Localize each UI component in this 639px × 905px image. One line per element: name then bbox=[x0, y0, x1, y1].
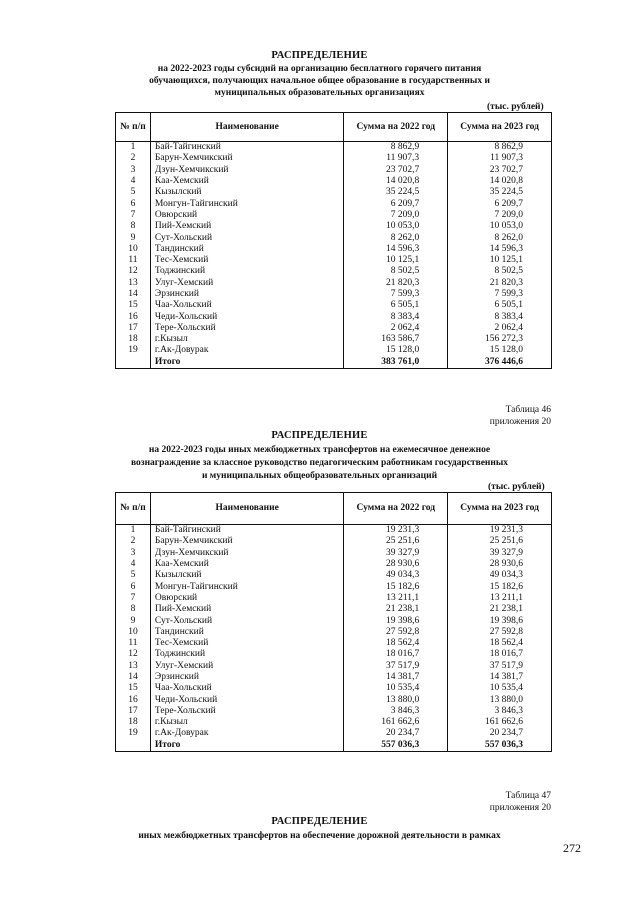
table-row bbox=[116, 570, 552, 581]
row-sum-2022: 10 535,4 bbox=[344, 683, 448, 694]
row-name: Тандинский bbox=[150, 627, 343, 638]
row-sum-2022: 28 930,6 bbox=[344, 559, 448, 570]
row-sum-2022: 6 209,7 bbox=[344, 198, 448, 209]
row-sum-2022: 20 234,7 bbox=[344, 728, 448, 739]
row-number: 1 bbox=[116, 525, 151, 537]
table46-title: РАСПРЕДЕЛЕНИЕ bbox=[271, 430, 368, 441]
row-name: Чаа-Хольский bbox=[150, 683, 343, 694]
row-sum-2023: 15 182,6 bbox=[448, 581, 552, 592]
table46 bbox=[115, 492, 552, 752]
table46-label: Таблица 46 bbox=[505, 405, 551, 415]
row-name: Овюрский bbox=[150, 210, 343, 221]
row-name: Чеди-Хольский bbox=[150, 311, 343, 322]
table-row bbox=[116, 221, 552, 232]
table45-subtitle-2: обучающихся, получающих начальное общее образование в государственных и bbox=[149, 76, 490, 86]
row-sum-2022: 8 262,0 bbox=[344, 232, 448, 243]
row-number: 14 bbox=[116, 672, 151, 683]
row-sum-2022: 6 505,1 bbox=[344, 300, 448, 311]
table-row bbox=[116, 278, 552, 289]
row-sum-2023: 27 592,8 bbox=[448, 627, 552, 638]
col-header-name: Наименование bbox=[150, 113, 343, 142]
row-sum-2023: 28 930,6 bbox=[448, 559, 552, 570]
row-name: г.Ак-Довурак bbox=[150, 728, 343, 739]
row-number: 17 bbox=[116, 323, 151, 334]
table46-subtitle-2: вознаграждение за классное руководство педагогическим работникам государственных bbox=[130, 458, 509, 468]
row-sum-2022: 7 599,3 bbox=[344, 289, 448, 300]
row-sum-2023: 557 036,3 bbox=[448, 740, 552, 752]
table45-subtitle-1: на 2022-2023 годы субсидий на организацию бесплатного горячего питания bbox=[157, 64, 482, 74]
table-row bbox=[116, 694, 552, 705]
table-row bbox=[116, 165, 552, 176]
row-number: 10 bbox=[116, 627, 151, 638]
table-row bbox=[116, 345, 552, 356]
row-sum-2022: 161 662,6 bbox=[344, 717, 448, 728]
table-row bbox=[116, 672, 552, 683]
row-name: Кызылский bbox=[150, 570, 343, 581]
row-sum-2023: 19 231,3 bbox=[448, 525, 552, 537]
row-sum-2022: 8 862,9 bbox=[344, 142, 448, 154]
row-name: г.Кызыл bbox=[150, 334, 343, 345]
row-sum-2023: 21 820,3 bbox=[448, 278, 552, 289]
row-number: 11 bbox=[116, 255, 151, 266]
row-name: Тоджинский bbox=[150, 649, 343, 660]
row-number bbox=[116, 357, 151, 369]
row-name: Чаа-Хольский bbox=[150, 300, 343, 311]
row-name: Бай-Тайгинский bbox=[150, 142, 343, 154]
row-sum-2023: 25 251,6 bbox=[448, 536, 552, 547]
row-sum-2023: 7 599,3 bbox=[448, 289, 552, 300]
table45 bbox=[115, 112, 552, 369]
row-name: Тес-Хемский bbox=[150, 255, 343, 266]
row-sum-2022: 13 211,1 bbox=[344, 593, 448, 604]
row-sum-2022: 14 381,7 bbox=[344, 672, 448, 683]
row-sum-2022: 27 592,8 bbox=[344, 627, 448, 638]
row-number: 4 bbox=[116, 176, 151, 187]
table47-subtitle-1: иных межбюджетных трансфертов на обеспечение дорожной деятельности в рамках bbox=[138, 831, 501, 841]
table-row bbox=[116, 323, 552, 334]
table-row bbox=[116, 661, 552, 672]
row-sum-2022: 15 128,0 bbox=[344, 345, 448, 356]
col-header-2022: Сумма на 2022 год bbox=[344, 113, 448, 142]
row-sum-2022: 15 182,6 bbox=[344, 581, 448, 592]
row-name: Пий-Хемский bbox=[150, 221, 343, 232]
col-header-num: № п/п bbox=[116, 493, 151, 525]
row-sum-2022: 8 383,4 bbox=[344, 311, 448, 322]
row-name: Монгун-Тайгинский bbox=[150, 198, 343, 209]
row-name: Барун-Хемчикский bbox=[150, 536, 343, 547]
table-row bbox=[116, 142, 552, 154]
table-row bbox=[116, 210, 552, 221]
row-sum-2023: 10 535,4 bbox=[448, 683, 552, 694]
row-sum-2022: 19 231,3 bbox=[344, 525, 448, 537]
table46-unit: (тыс. рублей) bbox=[488, 482, 545, 492]
table-row bbox=[116, 266, 552, 277]
row-sum-2023: 10 125,1 bbox=[448, 255, 552, 266]
row-sum-2022: 383 761,0 bbox=[344, 357, 448, 369]
table-row bbox=[116, 232, 552, 243]
row-number: 5 bbox=[116, 570, 151, 581]
row-sum-2022: 39 327,9 bbox=[344, 548, 448, 559]
row-sum-2022: 11 907,3 bbox=[344, 153, 448, 164]
table45-unit: (тыс. рублей) bbox=[487, 102, 544, 112]
table47-label: Таблица 47 bbox=[505, 791, 551, 801]
row-name: Эрзинский bbox=[150, 672, 343, 683]
row-number: 2 bbox=[116, 153, 151, 164]
row-number: 8 bbox=[116, 221, 151, 232]
row-number: 14 bbox=[116, 289, 151, 300]
table-row bbox=[116, 581, 552, 592]
row-name: Кызылский bbox=[150, 187, 343, 198]
row-number: 2 bbox=[116, 536, 151, 547]
row-number: 12 bbox=[116, 649, 151, 660]
row-number: 1 bbox=[116, 142, 151, 154]
row-name: Чеди-Хольский bbox=[150, 694, 343, 705]
row-sum-2022: 10 125,1 bbox=[344, 255, 448, 266]
row-sum-2023: 39 327,9 bbox=[448, 548, 552, 559]
row-sum-2022: 35 224,5 bbox=[344, 187, 448, 198]
row-number: 19 bbox=[116, 345, 151, 356]
row-number: 18 bbox=[116, 717, 151, 728]
row-name: Тес-Хемский bbox=[150, 638, 343, 649]
col-header-num: № п/п bbox=[116, 113, 151, 142]
row-number: 9 bbox=[116, 232, 151, 243]
table-row bbox=[116, 289, 552, 300]
row-sum-2022: 10 053,0 bbox=[344, 221, 448, 232]
row-name: Сут-Хольский bbox=[150, 615, 343, 626]
row-number: 16 bbox=[116, 694, 151, 705]
total-row bbox=[116, 740, 552, 752]
row-sum-2023: 8 383,4 bbox=[448, 311, 552, 322]
row-sum-2022: 37 517,9 bbox=[344, 661, 448, 672]
row-sum-2023: 2 062,4 bbox=[448, 323, 552, 334]
row-name: Итого bbox=[150, 740, 343, 752]
col-header-2022: Сумма на 2022 год bbox=[344, 493, 448, 525]
row-name: Тандинский bbox=[150, 244, 343, 255]
table46-appendix: приложения 20 bbox=[489, 417, 551, 427]
row-sum-2023: 14 596,3 bbox=[448, 244, 552, 255]
row-number: 8 bbox=[116, 604, 151, 615]
row-number: 3 bbox=[116, 548, 151, 559]
table-row bbox=[116, 627, 552, 638]
table-row bbox=[116, 525, 552, 537]
row-sum-2023: 11 907,3 bbox=[448, 153, 552, 164]
row-name: Барун-Хемчикский bbox=[150, 153, 343, 164]
table-row bbox=[116, 334, 552, 345]
row-number: 5 bbox=[116, 187, 151, 198]
row-sum-2023: 18 562,4 bbox=[448, 638, 552, 649]
total-row bbox=[116, 357, 552, 369]
page-number: 272 bbox=[563, 841, 581, 855]
row-sum-2023: 15 128,0 bbox=[448, 345, 552, 356]
row-sum-2023: 6 505,1 bbox=[448, 300, 552, 311]
row-number: 19 bbox=[116, 728, 151, 739]
table-row bbox=[116, 728, 552, 739]
table-row bbox=[116, 559, 552, 570]
col-header-name: Наименование bbox=[150, 493, 343, 525]
row-sum-2022: 163 586,7 bbox=[344, 334, 448, 345]
row-sum-2022: 14 020,8 bbox=[344, 176, 448, 187]
row-number: 13 bbox=[116, 278, 151, 289]
table-row bbox=[116, 300, 552, 311]
table-row bbox=[116, 176, 552, 187]
row-number: 9 bbox=[116, 615, 151, 626]
row-sum-2022: 14 596,3 bbox=[344, 244, 448, 255]
row-sum-2023: 23 702,7 bbox=[448, 165, 552, 176]
table-row bbox=[116, 244, 552, 255]
row-number: 4 bbox=[116, 559, 151, 570]
table-row bbox=[116, 604, 552, 615]
table-row bbox=[116, 153, 552, 164]
row-name: Дзун-Хемчикский bbox=[150, 165, 343, 176]
row-name: Улуг-Хемский bbox=[150, 661, 343, 672]
row-sum-2023: 8 862,9 bbox=[448, 142, 552, 154]
row-sum-2023: 8 502,5 bbox=[448, 266, 552, 277]
row-sum-2023: 21 238,1 bbox=[448, 604, 552, 615]
row-name: г.Ак-Довурак bbox=[150, 345, 343, 356]
row-name: Эрзинский bbox=[150, 289, 343, 300]
row-sum-2023: 161 662,6 bbox=[448, 717, 552, 728]
row-sum-2023: 376 446,6 bbox=[448, 357, 552, 369]
table-row bbox=[116, 717, 552, 728]
row-name: Сут-Хольский bbox=[150, 232, 343, 243]
row-name: г.Кызыл bbox=[150, 717, 343, 728]
row-name: Тоджинский bbox=[150, 266, 343, 277]
row-sum-2023: 3 846,3 bbox=[448, 706, 552, 717]
row-sum-2023: 156 272,3 bbox=[448, 334, 552, 345]
row-name: Улуг-Хемский bbox=[150, 278, 343, 289]
col-header-2023: Сумма на 2023 год bbox=[448, 113, 552, 142]
row-sum-2022: 49 034,3 bbox=[344, 570, 448, 581]
table-row bbox=[116, 706, 552, 717]
table-row bbox=[116, 255, 552, 266]
table47-appendix: приложения 20 bbox=[489, 803, 551, 813]
row-number: 15 bbox=[116, 683, 151, 694]
row-sum-2022: 3 846,3 bbox=[344, 706, 448, 717]
row-sum-2023: 14 020,8 bbox=[448, 176, 552, 187]
row-sum-2022: 21 238,1 bbox=[344, 604, 448, 615]
row-name: Тере-Хольский bbox=[150, 706, 343, 717]
row-name: Каа-Хемский bbox=[150, 176, 343, 187]
row-sum-2023: 13 880,0 bbox=[448, 694, 552, 705]
table-row bbox=[116, 683, 552, 694]
row-number: 16 bbox=[116, 311, 151, 322]
row-sum-2022: 557 036,3 bbox=[344, 740, 448, 752]
table-row bbox=[116, 638, 552, 649]
row-name: Каа-Хемский bbox=[150, 559, 343, 570]
row-name: Дзун-Хемчикский bbox=[150, 548, 343, 559]
row-sum-2023: 10 053,0 bbox=[448, 221, 552, 232]
row-sum-2022: 18 016,7 bbox=[344, 649, 448, 660]
row-number: 18 bbox=[116, 334, 151, 345]
row-name: Пий-Хемский bbox=[150, 604, 343, 615]
row-number: 11 bbox=[116, 638, 151, 649]
row-sum-2022: 8 502,5 bbox=[344, 266, 448, 277]
table-row bbox=[116, 593, 552, 604]
row-sum-2023: 20 234,7 bbox=[448, 728, 552, 739]
row-sum-2022: 13 880,0 bbox=[344, 694, 448, 705]
row-number: 6 bbox=[116, 198, 151, 209]
row-number: 3 bbox=[116, 165, 151, 176]
row-sum-2022: 19 398,6 bbox=[344, 615, 448, 626]
row-sum-2023: 7 209,0 bbox=[448, 210, 552, 221]
row-sum-2023: 49 034,3 bbox=[448, 570, 552, 581]
row-name: Итого bbox=[150, 357, 343, 369]
table-row bbox=[116, 198, 552, 209]
table-row bbox=[116, 649, 552, 660]
row-name: Тере-Хольский bbox=[150, 323, 343, 334]
row-number: 13 bbox=[116, 661, 151, 672]
row-sum-2022: 23 702,7 bbox=[344, 165, 448, 176]
row-sum-2022: 7 209,0 bbox=[344, 210, 448, 221]
row-name: Бай-Тайгинский bbox=[150, 525, 343, 537]
row-number: 7 bbox=[116, 210, 151, 221]
row-sum-2022: 25 251,6 bbox=[344, 536, 448, 547]
row-sum-2023: 18 016,7 bbox=[448, 649, 552, 660]
row-sum-2023: 35 224,5 bbox=[448, 187, 552, 198]
row-sum-2023: 13 211,1 bbox=[448, 593, 552, 604]
table-row bbox=[116, 615, 552, 626]
row-number: 10 bbox=[116, 244, 151, 255]
row-sum-2023: 8 262,0 bbox=[448, 232, 552, 243]
row-name: Овюрский bbox=[150, 593, 343, 604]
row-number: 6 bbox=[116, 581, 151, 592]
table47-title: РАСПРЕДЕЛЕНИЕ bbox=[271, 816, 368, 827]
row-number: 15 bbox=[116, 300, 151, 311]
row-sum-2022: 21 820,3 bbox=[344, 278, 448, 289]
table-row bbox=[116, 311, 552, 322]
table46-subtitle-1: на 2022-2023 годы иных межбюджетных трансфертов на ежемесячное денежное bbox=[148, 445, 491, 455]
row-sum-2023: 37 517,9 bbox=[448, 661, 552, 672]
row-number: 12 bbox=[116, 266, 151, 277]
row-sum-2022: 2 062,4 bbox=[344, 323, 448, 334]
row-sum-2023: 6 209,7 bbox=[448, 198, 552, 209]
table45-subtitle-3: муниципальных образовательных организациях bbox=[214, 88, 425, 98]
row-number bbox=[116, 740, 151, 752]
table-row bbox=[116, 536, 552, 547]
table45-title: РАСПРЕДЕЛЕНИЕ bbox=[271, 50, 368, 61]
row-sum-2022: 18 562,4 bbox=[344, 638, 448, 649]
row-sum-2023: 14 381,7 bbox=[448, 672, 552, 683]
col-header-2023: Сумма на 2023 год bbox=[448, 493, 552, 525]
row-sum-2023: 19 398,6 bbox=[448, 615, 552, 626]
table-row bbox=[116, 548, 552, 559]
table46-subtitle-3: и муниципальных общеобразовательных организаций bbox=[201, 471, 438, 481]
row-name: Монгун-Тайгинский bbox=[150, 581, 343, 592]
table-row bbox=[116, 187, 552, 198]
row-number: 17 bbox=[116, 706, 151, 717]
row-number: 7 bbox=[116, 593, 151, 604]
